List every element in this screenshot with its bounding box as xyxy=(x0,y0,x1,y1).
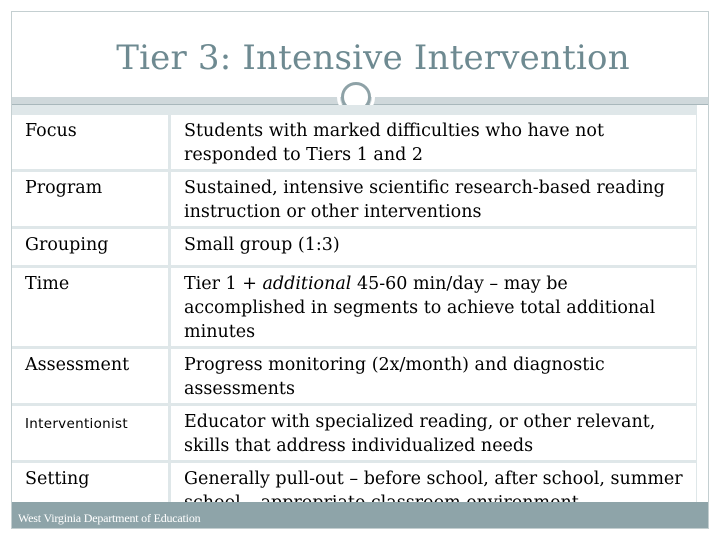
table-row-program xyxy=(12,172,696,226)
table-row-grouping xyxy=(12,229,696,265)
slide-title: Tier 3: Intensive Intervention xyxy=(116,38,630,78)
time-value-emphasis: additional xyxy=(262,274,352,294)
row-label: Setting xyxy=(12,463,171,517)
row-value: Sustained, intensive scientific research-based reading instruction or other interventions xyxy=(171,172,696,226)
row-label: Assessment xyxy=(12,349,171,403)
row-value: Educator with specialized reading, or other relevant, skills that address individualized needs xyxy=(171,406,696,460)
table-row-interventionist xyxy=(12,406,696,460)
time-value-post: 45-60 min/day – may be accomplished in segments to achieve total additional minutes xyxy=(184,274,656,342)
time-value-pre: Tier 1 + xyxy=(184,274,263,294)
table-row-focus xyxy=(12,115,696,169)
row-label: Focus xyxy=(12,115,171,169)
row-label: Program xyxy=(12,172,171,226)
row-value: Generally pull-out – before school, after school, summer xyxy=(171,463,696,517)
row-value: Progress monitoring (2x/month) and diagnostic assessments xyxy=(171,349,696,403)
footer-text: West Virginia Department of Education xyxy=(18,511,201,525)
intervention-table xyxy=(12,112,696,520)
row-value: Small group (1:3) xyxy=(171,229,696,265)
row-label: Interventionist xyxy=(12,406,171,460)
table-row-assessment xyxy=(12,349,696,403)
table-row-time xyxy=(12,268,696,346)
row-value: Students with marked difficulties who have not responded to Tiers 1 and 2 xyxy=(171,115,696,169)
row-value xyxy=(171,268,696,346)
row-label: Grouping xyxy=(12,229,171,265)
row-label: Time xyxy=(12,268,171,346)
